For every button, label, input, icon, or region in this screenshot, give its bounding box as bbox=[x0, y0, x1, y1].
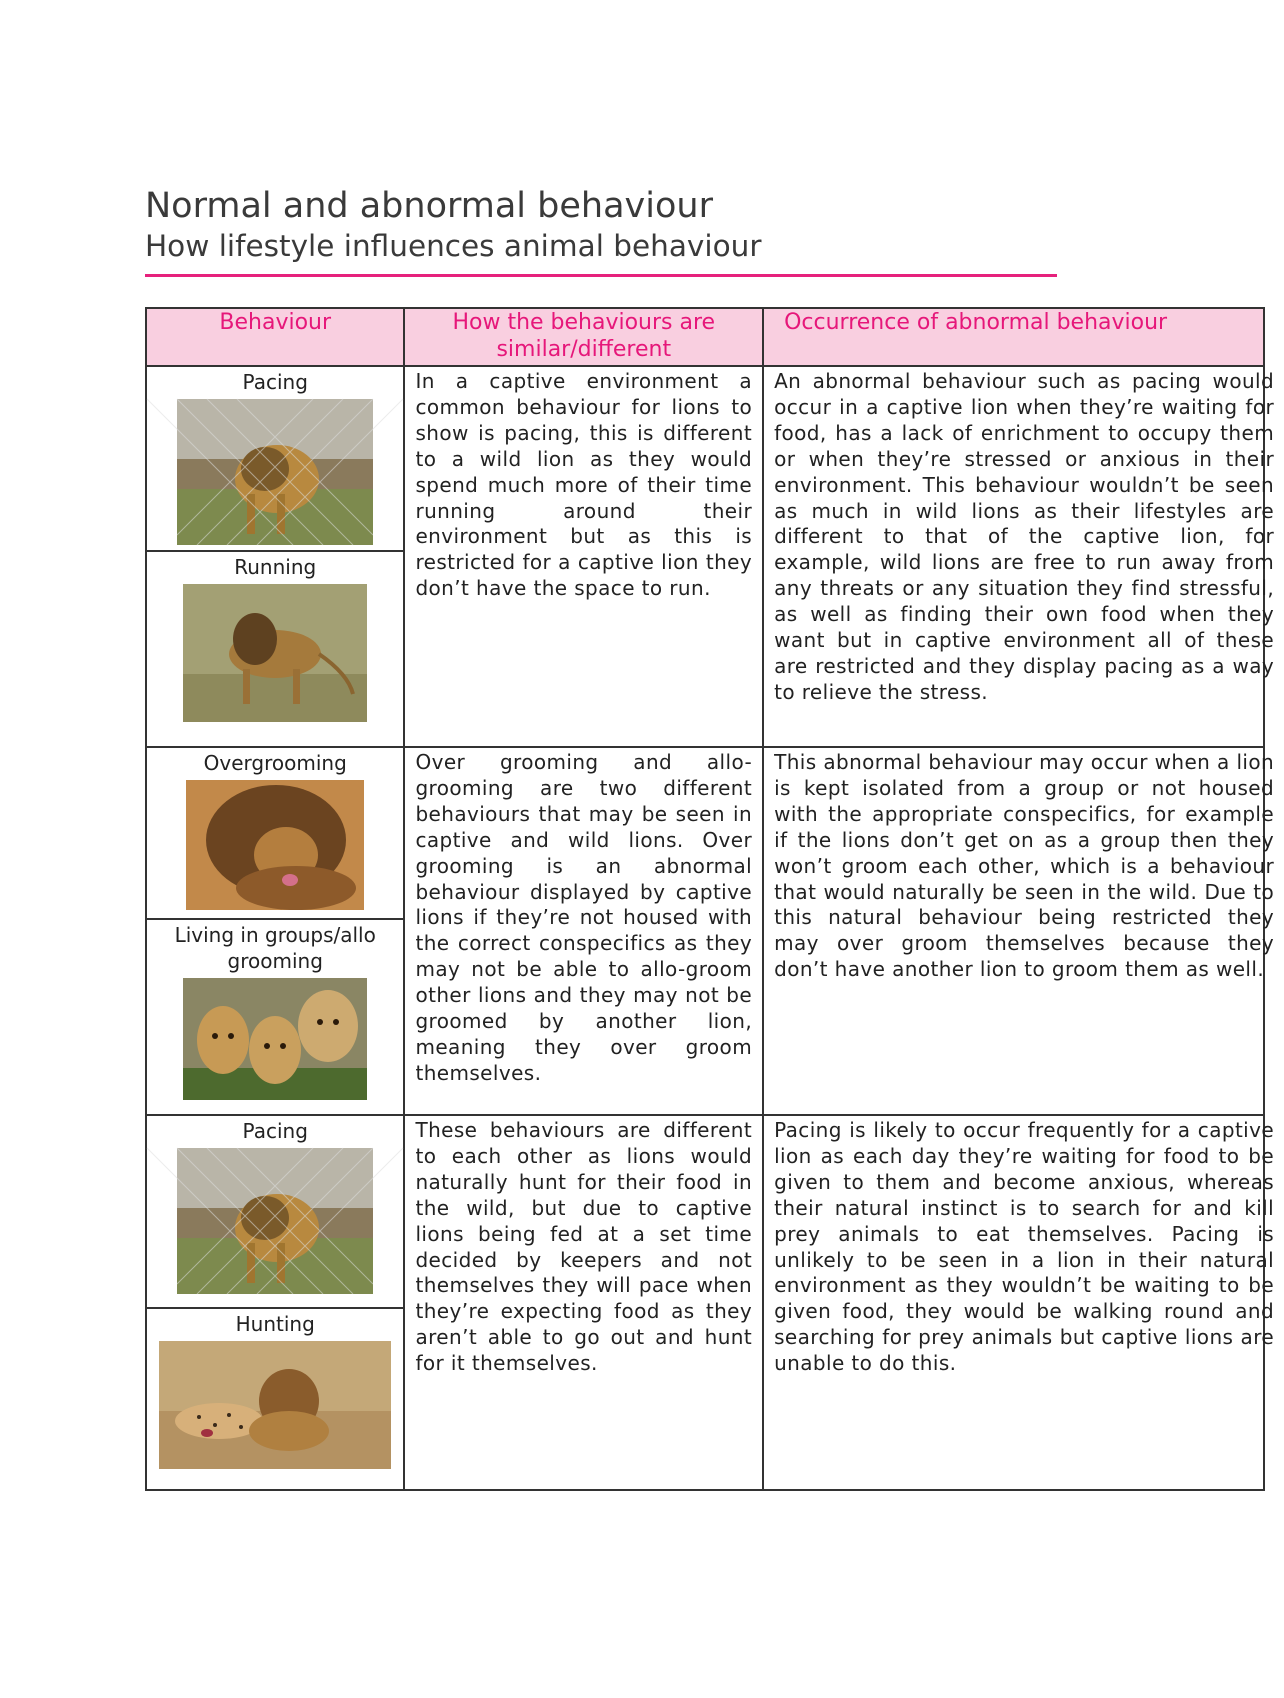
behaviour-cell bbox=[146, 1115, 404, 1490]
comparison-cell bbox=[404, 747, 763, 1115]
table-header-row bbox=[146, 308, 1264, 366]
occurrence-cell bbox=[763, 1115, 1275, 1490]
behaviour-label: Pacing bbox=[242, 1119, 308, 1143]
behaviour-label: Hunting bbox=[235, 1312, 315, 1336]
header-occurrence-label: Occurrence of abnormal behaviour bbox=[784, 310, 1168, 335]
comparison-text: In a captive environment a common behaviour for lions to show is pacing, this is different to a wild lion as they would spend much more of their time running around their environment but as this is restricted for a captive lion they don’t have the space to run. bbox=[415, 369, 753, 601]
behaviour-label: Living in groups/allo grooming bbox=[174, 923, 376, 973]
table-row bbox=[146, 366, 1264, 747]
behaviour-item bbox=[147, 1116, 403, 1309]
behaviour-table bbox=[145, 307, 1275, 1491]
lion-pacing-photo bbox=[177, 1148, 373, 1294]
header-behaviour: Behaviour bbox=[146, 308, 404, 366]
comparison-text: These behaviours are different to each other as lions would naturally hunt for their food in the wild, but due to captive lions being fed at a set time decided by keepers and not themselves they will pace when they’re expecting food as they aren’t able to go out and hunt for it themselves. bbox=[415, 1118, 753, 1376]
page-subtitle: How lifestyle influences animal behaviour bbox=[145, 229, 762, 263]
behaviour-cell bbox=[146, 366, 404, 747]
comparison-cell bbox=[404, 366, 763, 747]
lion-overgrooming-photo bbox=[186, 780, 364, 910]
occurrence-cell bbox=[763, 366, 1275, 747]
occurrence-cell bbox=[763, 747, 1275, 1115]
lion-hunting-photo bbox=[159, 1341, 391, 1469]
comparison-text: Over grooming and allo-grooming are two different behaviours that may be seen in captive and wild lions. Over grooming is an abnormal behaviour displayed by captive lions if they’re not housed with the correct conspecifics as they may not be able to allo-groom other lions and they may not be groomed by another lion, meaning they over groom themselves. bbox=[415, 750, 753, 1085]
page-title: Normal and abnormal behaviour bbox=[145, 186, 713, 226]
behaviour-item bbox=[147, 1309, 403, 1489]
behaviour-label: Overgrooming bbox=[203, 751, 347, 775]
occurrence-text: An abnormal behaviour such as pacing would occur in a captive lion when they’re waiting for food, has a lack of enrichment to occupy them or when they’re stressed or anxious in their environment. This behaviour wouldn’t be seen as much in wild lions as their lifestyles are different to that of the captive lion, for example, wild lions are free to run away from any threats or any situation they find stressful, as well as finding their own food when they want but in captive environment all of these are restricted and they display pacing as a way to relieve the stress. bbox=[774, 369, 1275, 704]
behaviour-label: Pacing bbox=[242, 370, 308, 394]
occurrence-text: This abnormal behaviour may occur when a lion is kept isolated from a group or not housed with the appropriate conspecifics, for example if the lions don’t get on as a group then they won’t groom each other, which is a behaviour that would naturally be seen in the wild. Due to this natural behaviour being restricted they may over groom themselves because they don’t have another lion to groom them as well. bbox=[774, 750, 1275, 982]
title-underline bbox=[145, 274, 1057, 277]
comparison-cell bbox=[404, 1115, 763, 1490]
behaviour-label: Running bbox=[234, 555, 317, 579]
header-similar-different: How the behaviours are similar/different bbox=[404, 308, 763, 366]
behaviour-item bbox=[147, 748, 403, 920]
table-row bbox=[146, 747, 1264, 1115]
table-row bbox=[146, 1115, 1264, 1490]
lion-group-photo bbox=[183, 978, 367, 1100]
behaviour-item bbox=[147, 920, 403, 1114]
behaviour-item bbox=[147, 367, 403, 552]
lion-running-photo bbox=[183, 584, 367, 722]
behaviour-item bbox=[147, 552, 403, 746]
lion-pacing-photo bbox=[177, 399, 373, 545]
occurrence-text: Pacing is likely to occur frequently for a captive lion as each day they’re waiting for food to be given to them and become anxious, whereas their natural instinct is to search for and kill prey animals to eat themselves. Pacing is unlikely to be seen in a lion in their natural environment as they wouldn’t be waiting to be given food, they would be walking round and searching for prey animals but captive lions are unable to do this. bbox=[774, 1118, 1275, 1376]
header-occurrence bbox=[763, 308, 1264, 366]
behaviour-cell bbox=[146, 747, 404, 1115]
